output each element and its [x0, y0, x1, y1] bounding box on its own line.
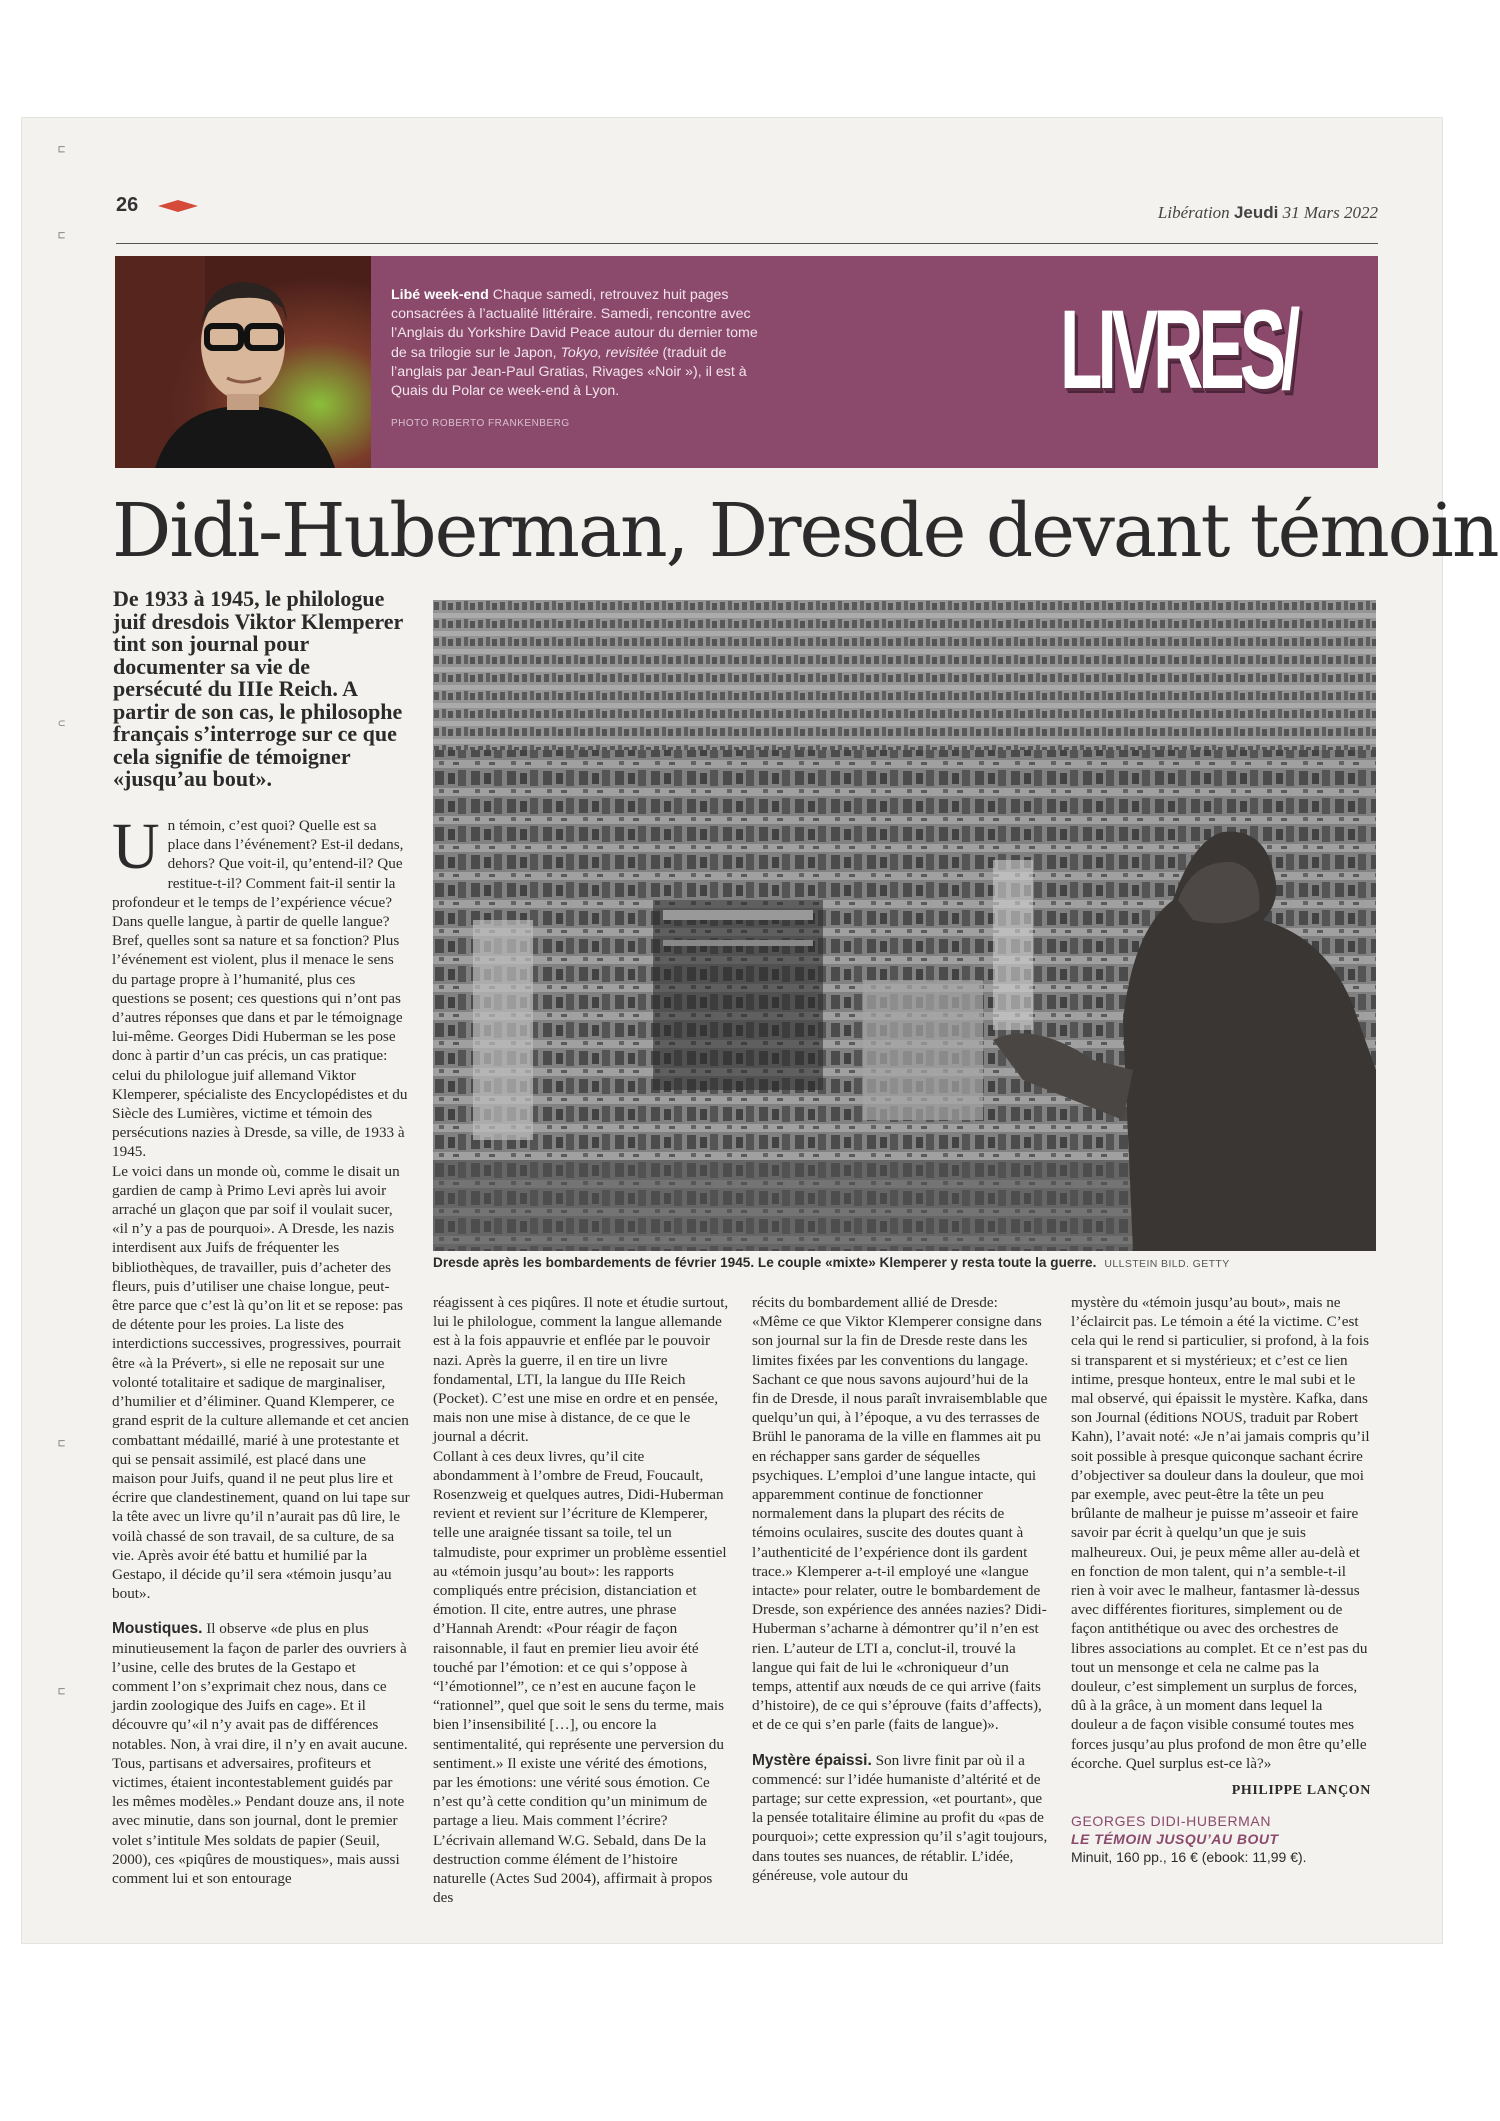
column-2	[433, 1293, 729, 1908]
paragraph: Collant à ces deux livres, qu’il cite abondamment à l’ombre de Freud, Foucault, Rosenzweig et quelques autres, Didi-Huberman revient et revient sur l’écriture de Klemperer, telle une araignée tissant sa toile, tel un talmudiste, pour exprimer un problème essentiel au «témoin jusqu’au bout»: les rapports compliqués entre précision, distanciation et émotion. Il cite, entre autres, une phrase d’Hannah Arendt: «Pour réagir de façon raisonnable, il faut en premier lieu avoir été touché par l’émotion: et ce qui s’oppose à “l’émotionnel”, ce n’est en aucune façon le “rationnel”, quel que soit le sens du terme, mais bien l’insensibilité […], ou encore la sentimentalité, qui représente une perversion du sentiment.» Il existe une vérité des émotions, par les émotions: une vérité sous émotion. Ce n’est qu’à cette condition qu’un minimum de partage a lieu. Mais comment l’écrire?	[433, 1447, 727, 1830]
banner-body-end: (traduit de l’anglais par Jean-Paul Gratias, Rivages «Noir »), il est à Quais du Polar ce week-end à Lyon.	[391, 344, 747, 400]
scan-mark: ⊏	[58, 1436, 66, 1450]
photo-credit: PHOTO ROBERTO FRANKENBERG	[391, 418, 570, 429]
masthead-date	[1158, 203, 1378, 223]
caption-credit: ULLSTEIN BILD. GETTY	[1104, 1258, 1230, 1270]
banner-text	[391, 286, 763, 401]
paragraph: réagissent à ces piqûres. Il note et étudie surtout, lui le philologue, comment la langue allemande est à la fois appauvrie et enflée par le pouvoir nazi. Après la guerre, il en tire un livre fondamental, LTI, la langue du IIIe Reich (Pocket). C’est une mise en ordre et en pensée, mais non une mise à distance, de ce que le journal a décrit.	[433, 1294, 729, 1446]
scan-mark: ⊂	[58, 716, 66, 730]
paragraph: Son livre finit par où il a commencé: sur l’idée humaniste d’altérité et de partage; sur cette expression, «et pourtant», que la pensée totalitaire élimine au profit du «pas de pourquoi»; cette expression qu’il s’agit toujours, dans toutes ses nuances, de rétablir. L’idée, généreuse, vole autour du	[752, 1751, 1048, 1884]
paragraph-with-subhead	[752, 1751, 1048, 1885]
banner-book-title: Tokyo, revisitée	[560, 344, 659, 361]
scan-mark: ⊏	[58, 142, 66, 156]
photo-caption	[433, 1255, 1378, 1270]
paragraph: récits du bombardement allié de Dresde: «Même ce que Viktor Klemperer consigne dans son journal sur la fin de Dresde reste dans les limites fixées par les conventions du langage. Sachant ce que nous savons aujourd’hui de la fin de Dresde, il nous paraît invraisemblable que quelqu’un qui, à l’époque, a vu des terrasses de Brühl le panorama de la ville en flammes ait pu en réchapper sans garder de séquelles psychiques. L’emploi d’une langue intacte, qui apparemment continue de fonctionner normalement dans la plupart des récits de témoins oculaires, suscite des doutes quant à l’authenticité de l’expérience dont ils gardent trace.» Klemperer a-t-il employé une «langue intacte» pour relater, outre le bombardement de Dresde, son expérience des années nazies? Didi-Huberman s’acharne à démontrer qu’il n’en est rien. L’auteur de LTI a, conclut-il, trouvé la langue qui fait de lui le «chroniqueur d’un temps, attentif aux nœuds de ce qui arrive (faits d’histoire), de ce qui s’éprouve (faits d’affects), et de ce qui s’en parle (faits de langue)».	[752, 1294, 1048, 1734]
drop-cap: U	[112, 810, 160, 883]
diamond-icon	[158, 200, 198, 212]
date: 31 Mars 2022	[1282, 203, 1378, 222]
paragraph: mystère du «témoin jusqu’au bout», mais ne l’éclaircit pas. Le témoin a été la victime. C’est cela qui le rend si particulier, si profond, à la fois si transparent et si mystérieux; et c’est ce lien intime, presque honteux, entre le mal subi et le mal observé, qui épaissit le mystère. Kafka, dans son Journal (éditions NOUS, traduit par Robert Kahn), l’avait noté: «Je n’ai jamais compris qu’il soit possible à presque quiconque sachant écrire d’objectiver sa douleur dans la douleur, que moi par exemple, avec peut-être la tête un peu brûlante de malheur je puisse m’asseoir et faire savoir par écrit à quelqu’un que je suis malheureux. Oui, je peux même aller au-delà et en fonction de mon talent, qui n’a semble-t-il rien à voir avec le malheur, fantasmer là-dessus avec différentes fioritures, simplement ou de façon antithétique ou avec des orchestres de libres associations au complet. Et ce n’est pas du tout un mensonge et cela ne calme pas la douleur, c’est simplement un surplus de forces, dû à la grâce, à un moment dans lequel la douleur a de façon visible consumé toutes mes forces jusqu’au plus profond de mon être qu’elle écorche. Quel surplus est-ce là?»	[1071, 1294, 1370, 1772]
scan-mark: ⊏	[58, 1684, 66, 1698]
book-author: GEORGES DIDI-HUBERMAN	[1071, 1813, 1272, 1830]
book-info	[1071, 1812, 1371, 1866]
section-title: LIVRES/	[1060, 287, 1296, 412]
subhead: Moustiques.	[112, 1620, 203, 1638]
paragraph: n témoin, c’est quoi? Quelle est sa place dans l’événement? Est-il dedans, dehors? Que voit-il, qu’entend-il? Que restitue-t-il? Comment fait-il sentir la profondeur et le temps de l’expérience vécue? Dans quelle langue, à partir de quelle langue? Bref, quelles sont sa nature et sa fonction? Plus l’événement est violent, plus il menace le sens du partage propre à l’humanité, plus ces questions se posent; ces questions qui n’ont pas d’autres réponses que dans et par le témoignage lui-même. Georges Didi Huberman se les pose donc à partir d’un cas précis, un cas pratique: celui du philologue juif allemand Viktor Klemperer, spécialiste des Encyclopédistes et du Siècle des Lumières, victime et témoin des persécutions nazies à Dresde, sa ville, de 1933 à 1945.	[112, 817, 408, 1161]
weekday: Jeudi	[1233, 203, 1279, 222]
book-publisher: Minuit, 160 pp., 16 € (ebook: 11,99 €).	[1071, 1849, 1307, 1866]
dresden-ruins-photo	[433, 600, 1376, 1251]
standfirst: De 1933 à 1945, le philologue juif dresdois Viktor Klemperer tint son journal pour documenter sa vie de persécuté du IIIe Reich. A partir de son cas, le philosophe français s’interroge sur ce que cela signifie de témoigner «jusqu’au bout».	[113, 586, 403, 791]
author-signature: PHILIPPE LANÇON	[1231, 1783, 1371, 1799]
banner-body: Chaque samedi, retrouvez huit pages consacrées à l’actualité littéraire. Samedi, rencontre avec l’Anglais du Yorkshire David Peace autour du dernier tome de sa trilogie sur le Japon,	[391, 287, 758, 361]
paragraph: Il observe «de plus en plus minutieusement la façon de parler des ouvriers à l’usine, celle des brutes de la Gestapo et comment l’on s’exprimait chez nous, dans ce jardin zoologique des Juifs en cage». Et il découvre qu’«il n’y avait pas de différences notables. Non, à vrai dire, il n’y en avait aucune. Tous, partisans et adversaires, profiteurs et victimes, étaient incontestablement guidés par les mêmes modèles.» Pendant douze ans, il note avec minutie, dans son journal, dont le premier volet s’intitule Mes soldats de papier (Seuil, 2000), ces «piqûres de moustiques», mais aussi comment lui et son entourage	[112, 1620, 408, 1887]
column-4	[1071, 1293, 1371, 1866]
newspaper-name: Libération	[1157, 203, 1230, 222]
header-rule	[116, 243, 1378, 244]
paragraph-with-subhead	[112, 1619, 410, 1888]
paragraph: Le voici dans un monde où, comme le disait un gardien de camp à Primo Levi après lui avoir arraché un glaçon que par soif il voulait sucer, «il n’y a pas de pourquoi». A Dresde, les nazis interdisent aux Juifs de fréquenter les bibliothèques, de travailler, puis d’acheter des fleurs, puis d’utiliser une chaise longue, peut-être parce que c’est là qu’on lit et se repose: pas de détente pour les proies. La liste des interdictions successives, progressives, pourrait être «à la Prévert», si elle ne reposait sur une volonté totalitaire et sadique de marginaliser, d’humilier et d’éliminer. Quand Klemperer, ce grand esprit de la culture allemande et cet ancien combattant médaillé, marié à une protestante et qui se pensait assimilé, est placé dans une maison pour Juifs, quand il ne peut plus lire et écrire que clandestinement, quand on lui tape sur la tête avec un livre qu’il n’aurait pas dû lire, le voilà chassé de son travail, de sa culture, de sa vie. Après avoir été battu et humilié par la Gestapo, il décide qu’il sera «témoin jusqu’au bout».	[112, 1162, 410, 1603]
caption-text: Dresde après les bombardements de février 1945. Le couple «mixte» Klemperer y resta toute la guerre.	[433, 1255, 1097, 1270]
author-portrait	[115, 256, 371, 468]
column-1	[112, 810, 410, 1888]
lead-paragraph	[112, 810, 410, 1162]
column-3	[752, 1293, 1048, 1885]
paragraph: L’écrivain allemand W.G. Sebald, dans De la destruction comme élément de l’histoire naturelle (Actes Sud 2004), affirmait à propos des	[433, 1831, 713, 1907]
headline: Didi-Huberman, Dresde devant témoin	[112, 488, 1498, 574]
page-number: 26	[116, 194, 139, 216]
section-banner	[115, 256, 1378, 468]
banner-kicker: Libé week-end	[391, 287, 489, 303]
scan-mark: ⊏	[58, 228, 66, 242]
subhead: Mystère épaissi.	[752, 1751, 872, 1769]
book-title: LE TÉMOIN JUSQU’AU BOUT	[1071, 1831, 1279, 1848]
